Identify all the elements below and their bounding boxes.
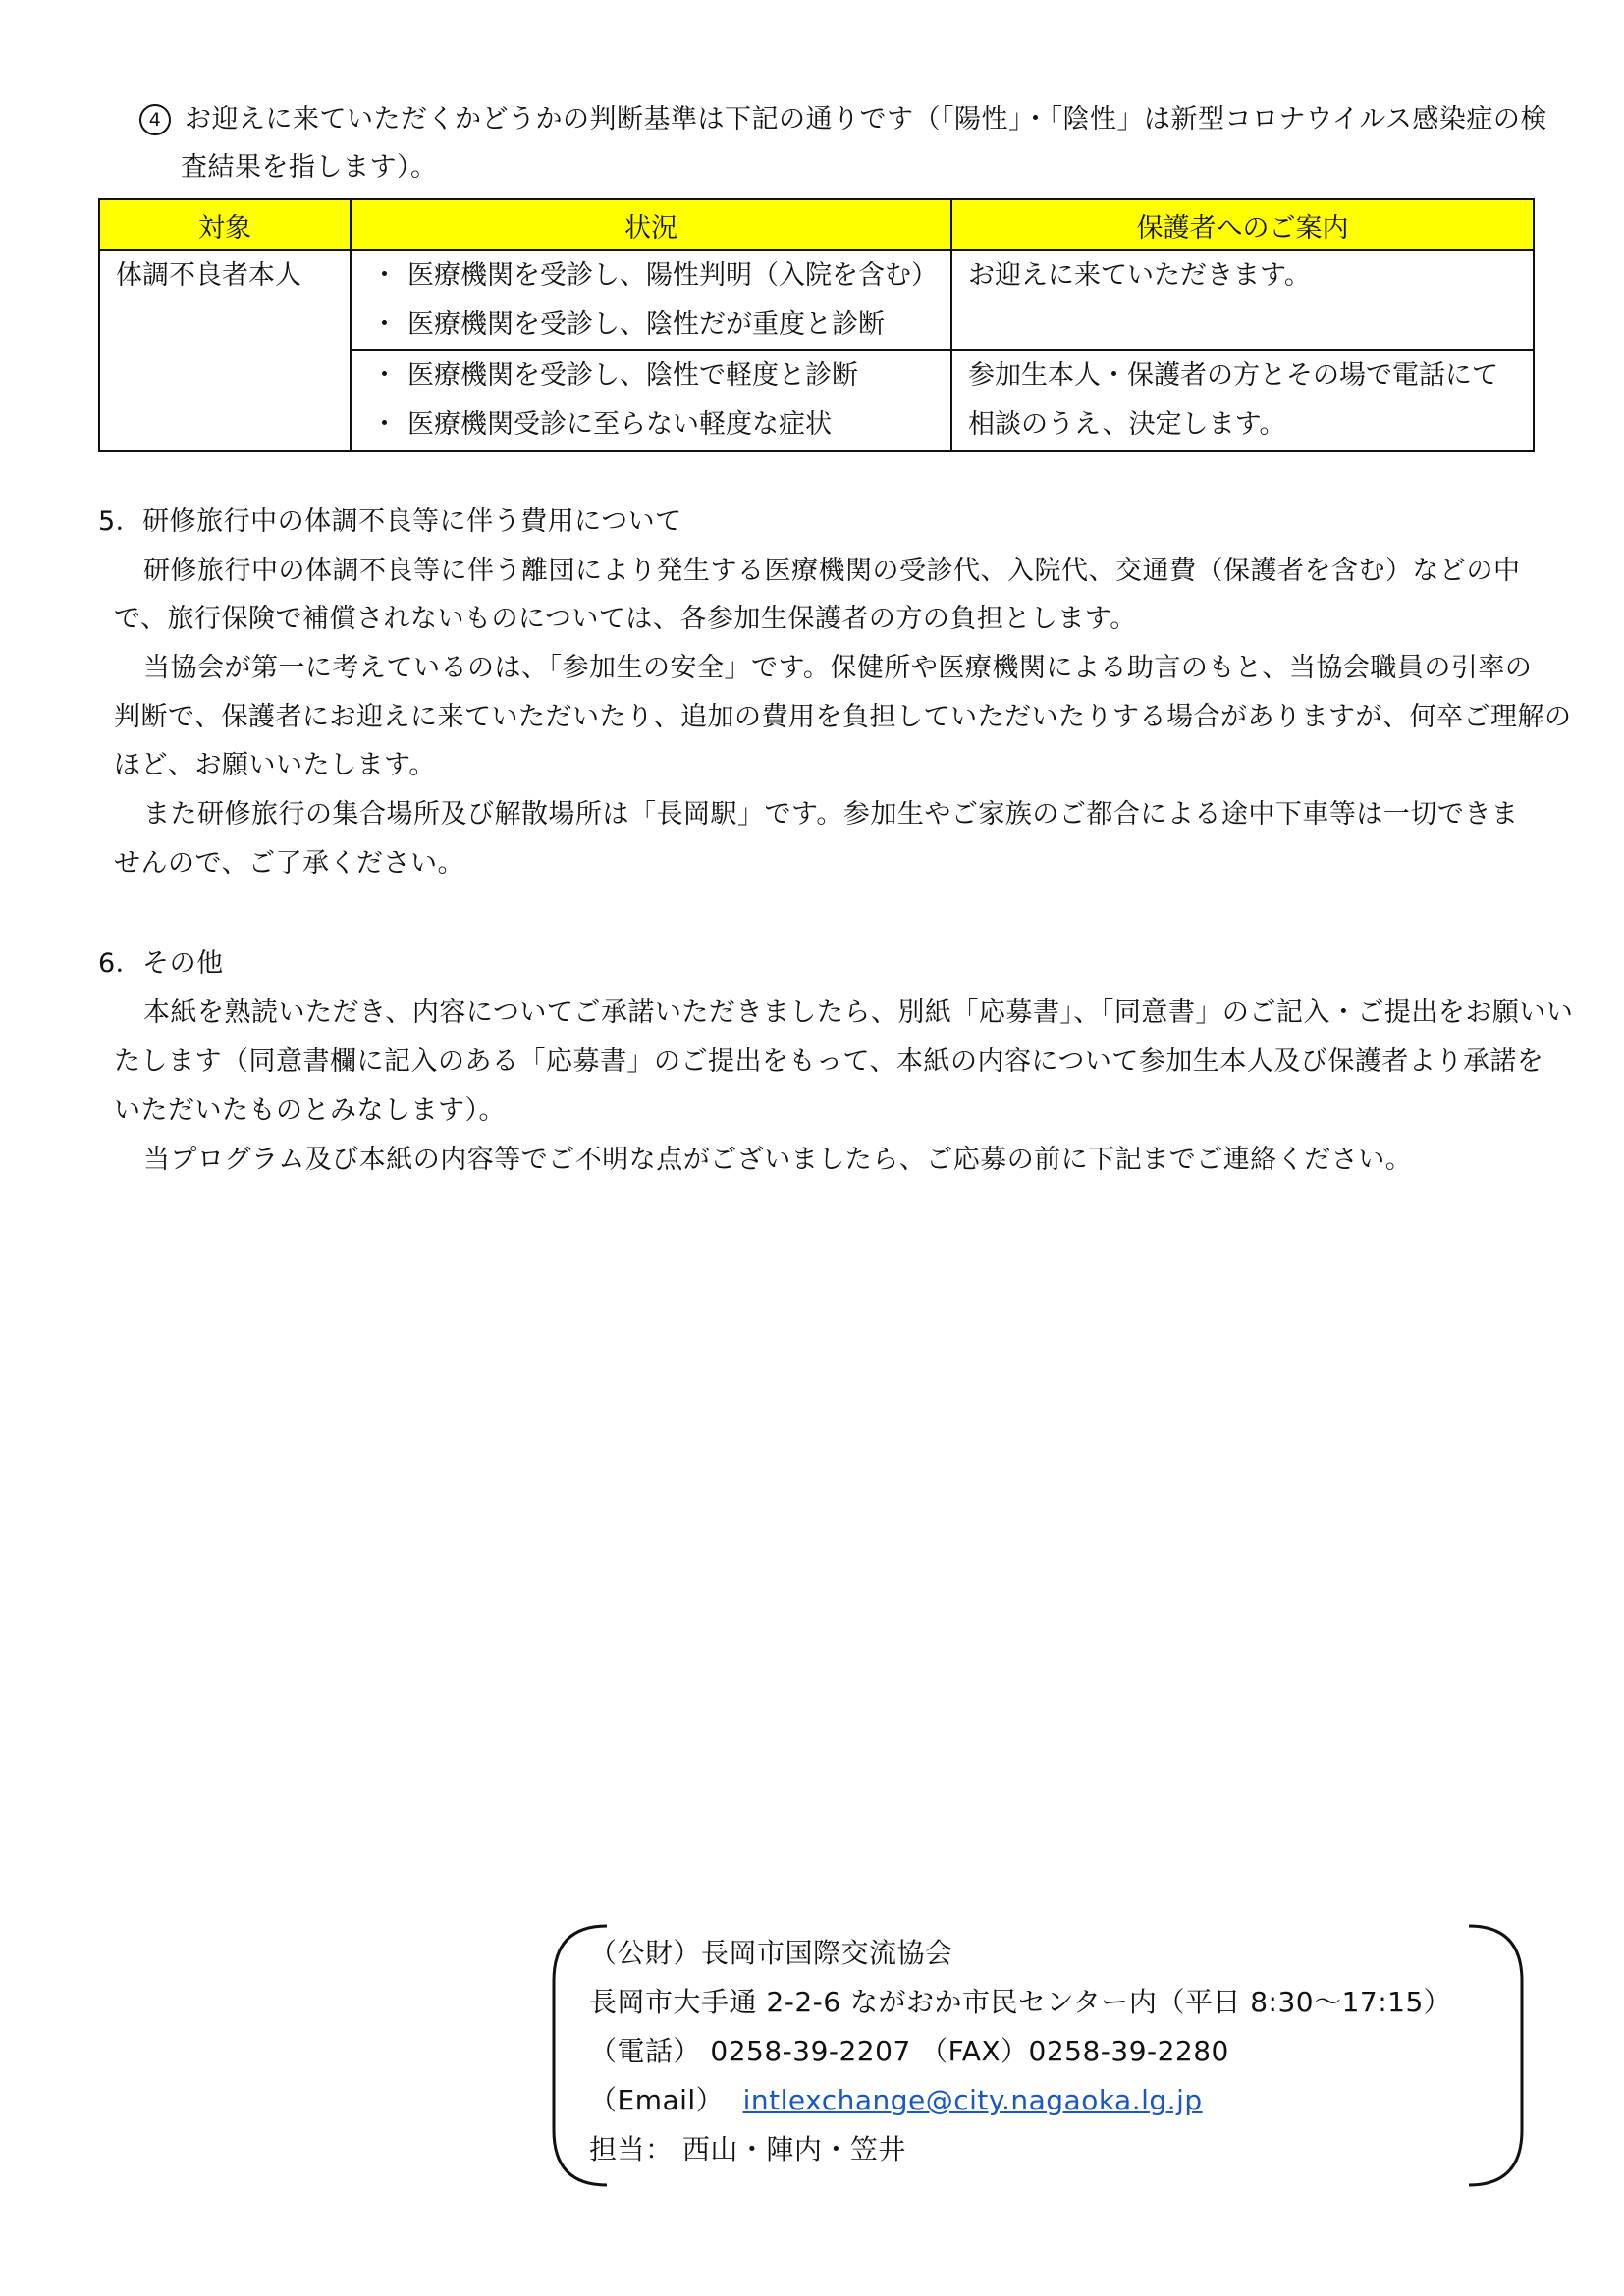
item4-line1: 4 お迎えに来ていただくかどうかの判断基準は下記の通りです（「陽性」・「陰性」は新型コロナウイルス感染症の検 [139, 100, 1547, 139]
contact-address: 長岡市大手通 2-2-6 ながおか市民センター内（平日 8:30～17:15） [589, 1986, 1452, 2018]
email-label: （Email） [589, 2084, 725, 2116]
email-link[interactable]: intlexchange@city.nagaoka.lg.jp [742, 2084, 1203, 2116]
guidance-cell: 参加生本人・保護者の方とその場で電話にて 相談のうえ、決定します。 [951, 350, 1534, 451]
contact-email-row [589, 2081, 1203, 2120]
section6-paragraph-line: たします（同意書欄に記入のある「応募書」のご提出をもって、本紙の内容について参加生本人及び保護者より承諾を [114, 1046, 1544, 1077]
header-situation: 状況 [351, 199, 951, 250]
section5-paragraph-line: また研修旅行の集合場所及び解散場所は「長岡駅」です。参加生やご家族のご都合による途中下車等は一切できま [143, 799, 1519, 829]
section6-paragraph-line: 当プログラム及び本紙の内容等でご不明な点がございましたら、ご応募の前に下記までご連絡ください。 [143, 1145, 1413, 1175]
header-target: 対象 [99, 199, 351, 250]
target-cell: 体調不良者本人 [99, 250, 351, 451]
situation-cell: ・ 医療機関を受診し、陽性判明（入院を含む） ・ 医療機関を受診し、陰性だが重度と診断 [351, 250, 951, 350]
section6-paragraph-line: 本紙を熟読いただき、内容についてご承諾いただきましたら、別紙「応募書」、「同意書」のご記入・ご提出をお願いい [143, 997, 1574, 1028]
guidance-cell: お迎えに来ていただきます。 [951, 250, 1534, 350]
table-header-row [99, 199, 1534, 250]
section5-paragraph-line: 判断で、保護者にお迎えに来ていただいたり、追加の費用を負担していただいたりする場合がありますが、何卒ご理解の [114, 702, 1572, 732]
section5-paragraph-line: ほど、お願いいたします。 [114, 750, 436, 780]
situation-cell: ・ 医療機関を受診し、陰性で軽度と診断 ・ 医療機関受診に至らない軽度な症状 [351, 350, 951, 451]
section5-paragraph-line: せんので、ご了承ください。 [114, 848, 464, 879]
section5-paragraph-line: で、旅行保険で補償されないものについては、各参加生保護者の方の負担とします。 [114, 604, 1137, 634]
header-guidance: 保護者へのご案内 [951, 199, 1534, 250]
section6-paragraph-line: いただいたものとみなします）。 [114, 1095, 506, 1126]
contact-box [548, 1922, 1528, 2189]
table-row [99, 250, 1534, 350]
item4-line2: 査結果を指します）。 [181, 152, 438, 183]
circled-number: 4 [139, 104, 171, 135]
contact-staff: 担当： 西山・陣内・笠井 [589, 2133, 906, 2165]
section5-paragraph-line: 当協会が第一に考えているのは、「参加生の安全」です。保健所や医療機関による助言のもと、当協会職員の引率の [143, 653, 1533, 683]
criteria-table [98, 198, 1535, 452]
section6-heading: 6．その他 [98, 948, 224, 979]
contact-org: （公財）長岡市国際交流協会 [589, 1937, 953, 1969]
section5-heading: 5．研修旅行中の体調不良等に伴う費用について [98, 507, 682, 537]
contact-phone: （電話） 0258-39-2207 （FAX）0258-39-2280 [589, 2035, 1229, 2067]
section5-paragraph-line: 研修旅行中の体調不良等に伴う離団により発生する医療機関の受診代、入院代、交通費（保護者を含む）などの中 [143, 556, 1521, 586]
